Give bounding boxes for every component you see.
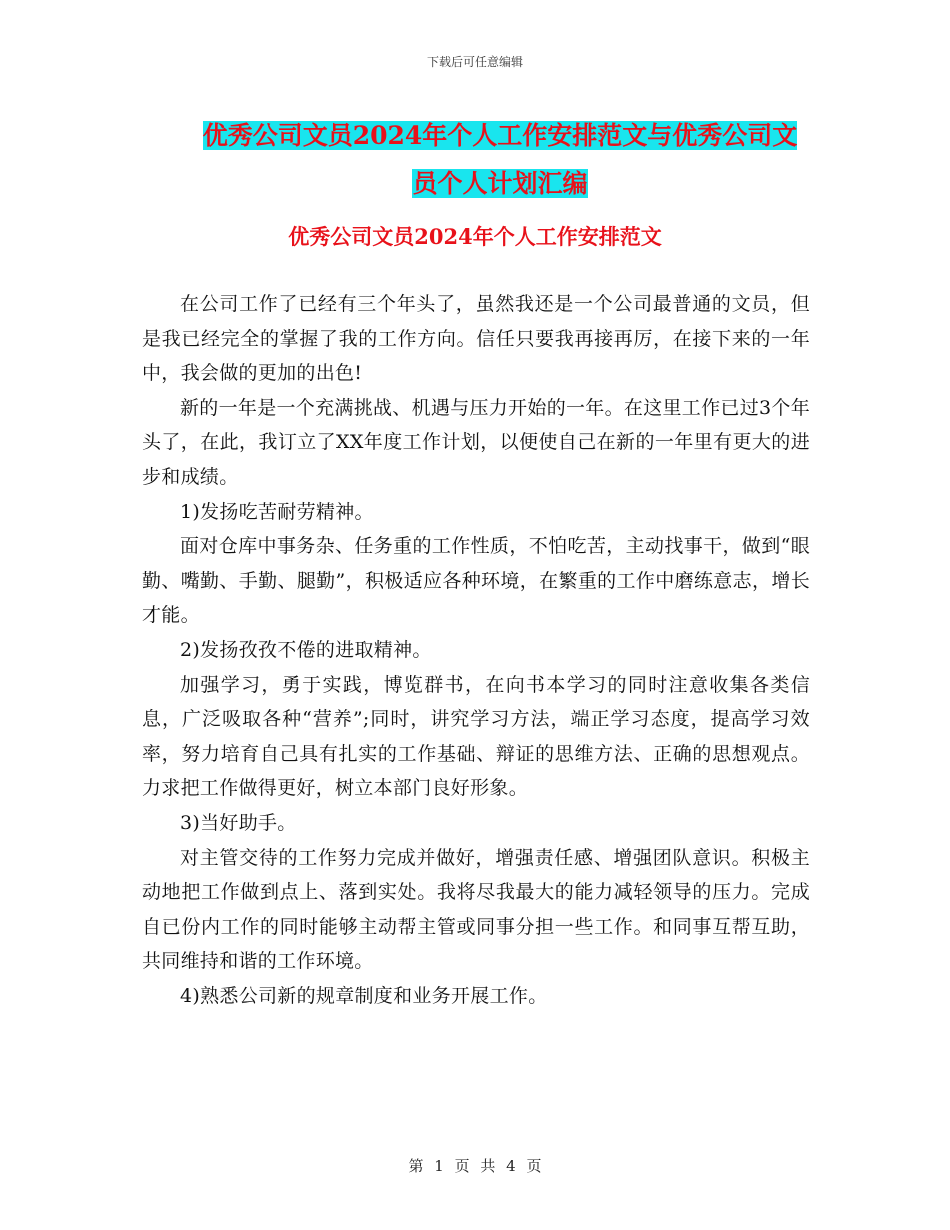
paragraph: 对主管交待的工作努力完成并做好，增强责任感、增强团队意识。积极主动地把工作做到点上、落到实处。我将尽我最大的能力减轻领导的压力。完成自已份内工作的同时能够主动帮主管或同事分担一些工作。和同事互帮互助，共同维持和谐的工作环境。 xyxy=(142,846,810,973)
list-heading: 1)发扬吃苦耐劳精神。 xyxy=(180,500,374,523)
body-text xyxy=(142,287,810,1013)
paragraph: 在公司工作了已经有三个年头了，虽然我还是一个公司最普通的文员，但是我已经完全的掌握了我的工作方向。信任只要我再接再厉，在接下来的一年中，我会做的更加的出色! xyxy=(142,293,810,385)
document-title-line-1: 优秀公司文员2024年个人工作安排范文与优秀公司文 xyxy=(202,121,798,150)
document-title-line-2: 员个人计划汇编 xyxy=(412,169,588,198)
list-heading: 2)发扬孜孜不倦的进取精神。 xyxy=(180,638,432,661)
paragraph: 加强学习，勇于实践，博览群书，在向书本学习的同时注意收集各类信息，广泛吸取各种“营养”;同时，讲究学习方法，端正学习态度，提高学习效率，努力培育自己具有扎实的工作基础、辩证的思维方法、正确的思想观点。力求把工作做得更好，树立本部门良好形象。 xyxy=(142,673,810,800)
document-title xyxy=(140,112,860,208)
paragraph: 面对仓库中事务杂、任务重的工作性质，不怕吃苦，主动找事干，做到“眼勤、嘴勤、手勤、腿勤”，积极适应各种环境，在繁重的工作中磨练意志，增长才能。 xyxy=(142,535,810,627)
section-title: 优秀公司文员2024年个人工作安排范文 xyxy=(288,224,662,249)
page-footer: 第 1 页 共 4 页 xyxy=(408,1157,542,1175)
list-heading: 3)当好助手。 xyxy=(180,811,297,834)
header-note: 下载后可任意编辑 xyxy=(426,55,523,69)
list-heading: 4)熟悉公司新的规章制度和业务开展工作。 xyxy=(180,984,548,1007)
paragraph: 新的一年是一个充满挑战、机遇与压力开始的一年。在这里工作已过3个年头了，在此，我订立了XX年度工作计划，以便使自己在新的一年里有更大的进步和成绩。 xyxy=(142,396,810,488)
